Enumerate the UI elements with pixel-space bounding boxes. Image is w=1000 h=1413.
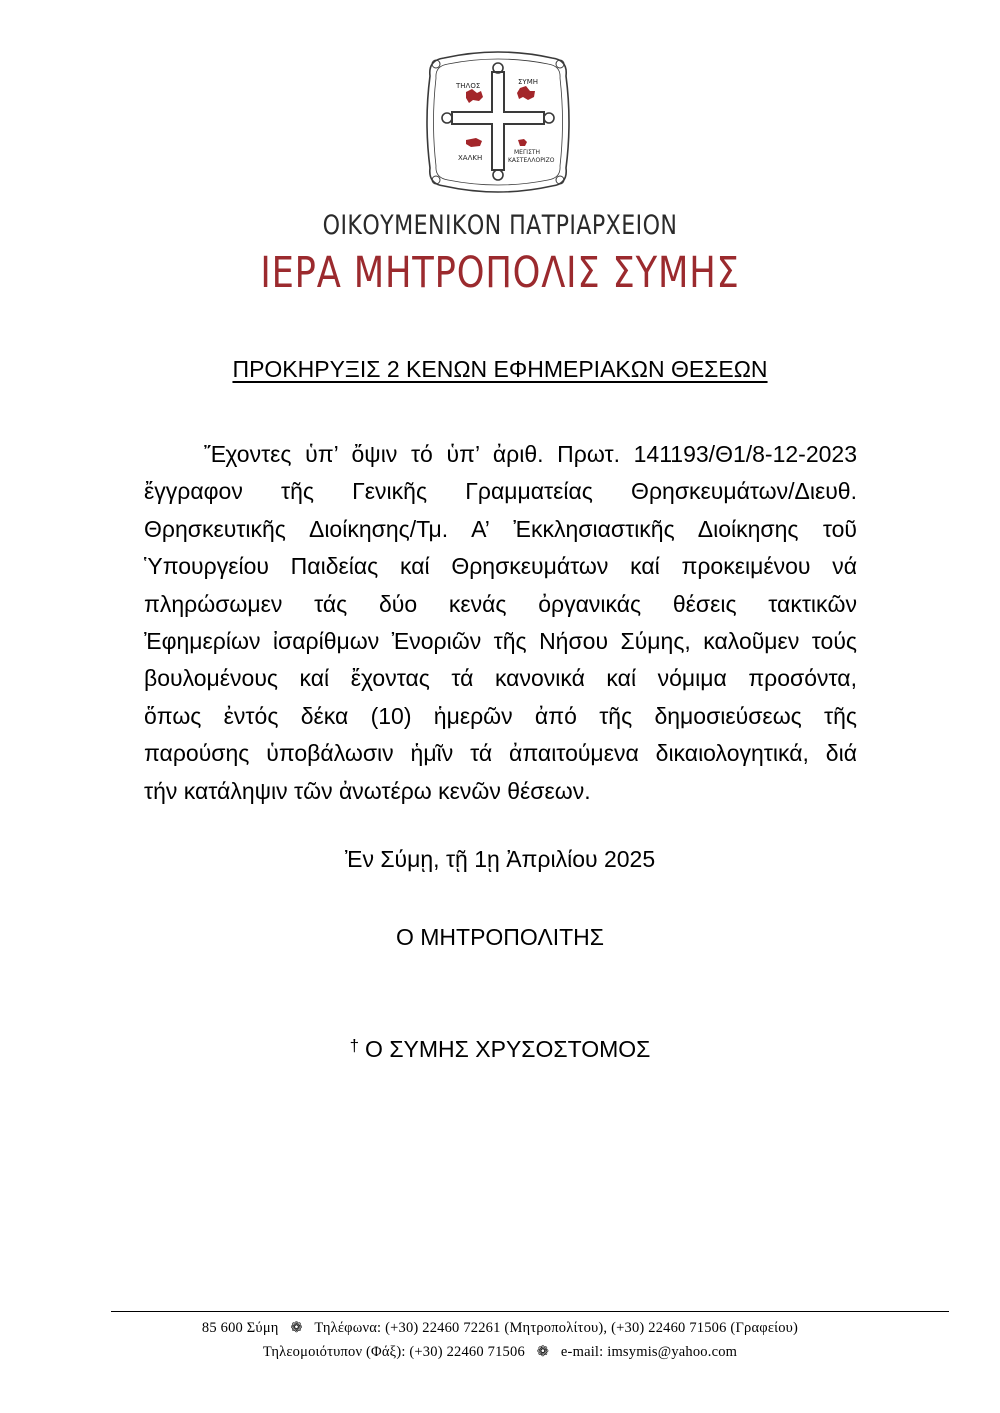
body-line: παρούσης ὑποβάλωσιν ἡμῖν τά ἀπαιτούμενα δικαιολογητικά, διά [144, 740, 857, 767]
metropolis-emblem [422, 48, 574, 196]
body-line: Ἔχοντες ὑπ’ ὄψιν τό ὑπ’ ἀριθ. Πρωτ. 141193/Θ1/8-12-2023 [204, 441, 857, 467]
label-chalki: ΧΑΛΚΗ [458, 154, 483, 162]
footer-divider [111, 1311, 949, 1312]
cross-icon: † [349, 1036, 360, 1055]
place-date: Ἐν Σύμῃ, τῇ 1ῃ Ἀπριλίου 2025 [344, 846, 656, 872]
patriarchate-heading: ΟΙΚΟΥΜΕΝΙΚΟΝ ΠΑΤΡΙΑΡΧΕΙΟΝ [322, 210, 678, 241]
body-line: βουλομένους καί ἔχοντας τά κανονικά καί νόμιμα προσόντα, [144, 665, 857, 692]
footer-phones-label: Τηλέφωνα: [314, 1320, 382, 1336]
label-tilos: ΤΗΛΟΣ [456, 82, 481, 90]
body-line: ἔγγραφον τῆς Γενικῆς Γραμματείας Θρησκευμάτων/Διευθ. [144, 478, 857, 505]
announcement-body [144, 436, 857, 810]
metropolis-heading: ΙΕΡΑ ΜΗΤΡΟΠΟΛΙΣ ΣΥΜΗΣ [260, 248, 740, 298]
footer-phone2-note: (Γραφείου) [730, 1320, 799, 1336]
footer-email[interactable]: imsymis@yahoo.com [607, 1344, 738, 1360]
footer-phone1: (+30) 22460 72261 [385, 1320, 501, 1336]
body-line: Ὑπουργείου Παιδείας καί Θρησκευμάτων καί προκειμένου νά [144, 553, 857, 580]
footer-contact-line-1 [0, 1320, 1000, 1337]
body-line: τήν κατάληψιν τῶν ἀνωτέρω κενῶν θέσεων. [144, 777, 591, 804]
document-title: ΠΡΟΚΗΡΥΞΙΣ 2 ΚΕΝΩΝ ΕΦΗΜΕΡΙΑΚΩΝ ΘΕΣΕΩΝ [232, 356, 768, 382]
footer-phone1-note: (Μητροπολίτου), [504, 1320, 608, 1336]
body-line: Θρησκευτικῆς Διοίκησης/Τμ. Α’ Ἐκκλησιαστικῆς Διοίκησης τοῦ [144, 515, 857, 542]
signatory-name: Ο ΣΥΜΗΣ ΧΡΥΣΟΣΤΟΜΟΣ [365, 1036, 651, 1062]
footer-postcode: 85 600 [201, 1320, 243, 1336]
label-symi: ΣΥΜΗ [518, 78, 539, 86]
footer-email-label: e-mail: [560, 1344, 604, 1360]
signatory-title: Ο ΜΗΤΡΟΠΟΛΙΤΗΣ [395, 924, 605, 950]
footer-town: Σύμη [246, 1320, 279, 1336]
signature [0, 1036, 1000, 1063]
label-megisti: ΜΕΓΙΣΤΗ [514, 149, 541, 156]
footer-fax-label: Τηλεομοιότυπον (Φάξ): [262, 1344, 406, 1360]
label-kastellorizo: ΚΑΣΤΕΛΛΟΡΙΖΟ [508, 157, 555, 164]
flower-separator-icon: ❁ [536, 1344, 550, 1360]
footer-contact-line-2 [0, 1344, 1000, 1361]
body-line: πληρώσωμεν τάς δύο κενάς ὀργανικάς θέσεις τακτικῶν [144, 590, 857, 617]
footer-phone2: (+30) 22460 71506 [611, 1320, 727, 1336]
flower-separator-icon: ❁ [290, 1320, 303, 1336]
body-line: Ἐφημερίων ἰσαρίθμων Ἐνοριῶν τῆς Νήσου Σύμης, καλοῦμεν τούς [144, 628, 857, 655]
footer-fax: (+30) 22460 71506 [409, 1344, 525, 1360]
body-line: ὅπως ἐντός δέκα (10) ἡμερῶν ἀπό τῆς δημοσιεύσεως τῆς [144, 702, 857, 729]
